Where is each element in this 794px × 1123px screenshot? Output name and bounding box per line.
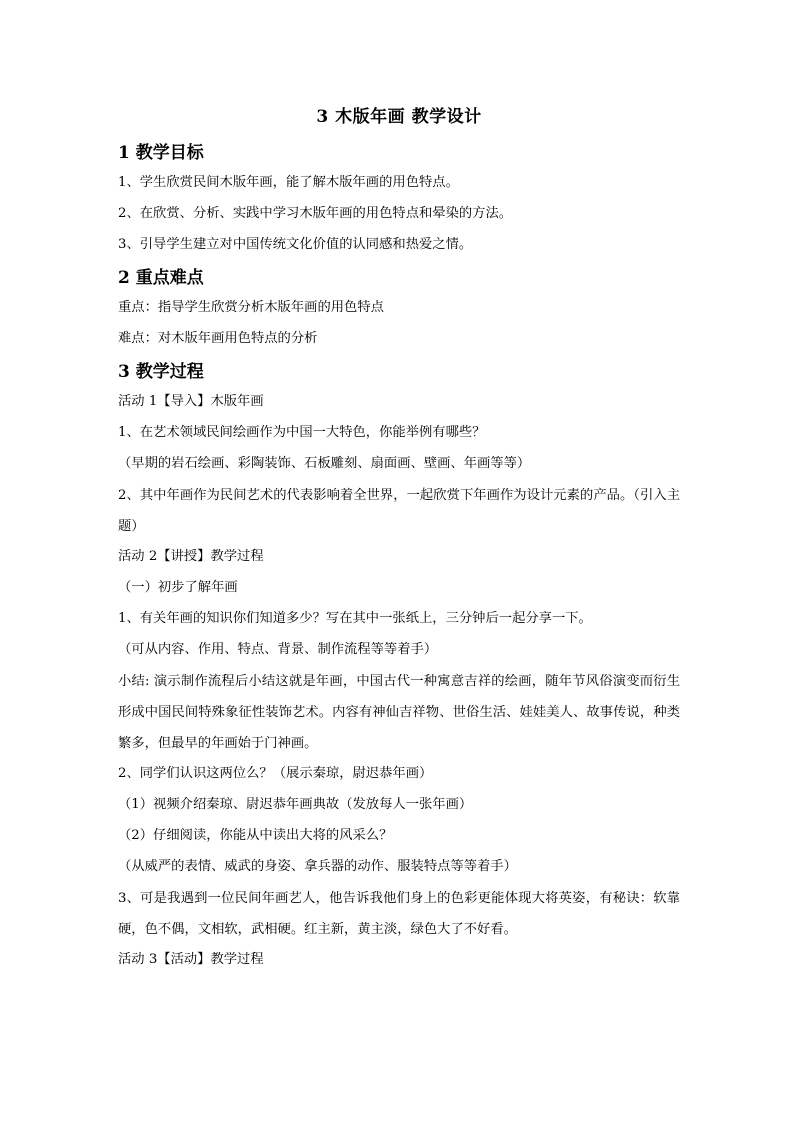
paragraph: （2）仔细阅读，你能从中读出大将的风采么？ [118, 828, 393, 843]
paragraph: 难点：对木版年画用色特点的分析 [118, 331, 318, 346]
paragraph: 3、可是我遇到一位民间年画艺人，他告诉我他们身上的色彩更能体现大将英姿，有秘诀：软靠硬，色不偶，文相软，武相硬。红主新，黄主淡，绿色大了不好看。 [118, 891, 680, 937]
paragraph: （1）视频介绍秦琼、尉迟恭年画典故（发放每人一张年画） [118, 797, 473, 812]
paragraph: 2、同学们认识这两位么？（展示秦琼，尉迟恭年画） [118, 766, 433, 781]
section-heading-process: 3 教学过程 [118, 362, 204, 382]
paragraph: （一）初步了解年画 [118, 580, 238, 595]
paragraph: （可从内容、作用、特点、背景、制作流程等等着手） [118, 642, 438, 657]
paragraph: 2、在欣赏、分析、实践中学习木版年画的用色特点和晕染的方法。 [118, 206, 513, 221]
document-page [118, 104, 680, 980]
document-title: 3 木版年画 教学设计 [316, 107, 482, 127]
paragraph: 1、在艺术领域民间绘画作为中国一大特色，你能举例有哪些？ [118, 425, 486, 440]
paragraph: 1、学生欣赏民间木版年画，能了解木版年画的用色特点。 [118, 175, 459, 190]
paragraph: 3、引导学生建立对中国传统文化价值的认同感和热爱之情。 [118, 237, 473, 252]
paragraph: （早期的岩石绘画、彩陶装饰、石板雕刻、扇面画、壁画、年画等等） [118, 456, 531, 471]
paragraph: 2、其中年画作为民间艺术的代表影响着全世界，一起欣赏下年画作为设计元素的产品。（引入主题） [118, 488, 680, 534]
paragraph: 活动 1【导入】木版年画 [118, 394, 264, 409]
paragraph: 小结: 演示制作流程后小结这就是年画，中国古代一种寓意吉祥的绘画，随年节风俗演变而衍生形成中国民间特殊象征性装饰艺术。内容有神仙吉祥物、世俗生活、娃娃美人、故事传说，种类繁多，但最早的年画始于门神画。 [118, 674, 680, 751]
paragraph: 1、有关年画的知识你们知道多少？写在其中一张纸上，三分钟后一起分享一下。 [118, 611, 592, 626]
paragraph: 重点：指导学生欣赏分析木版年画的用色特点 [118, 300, 384, 315]
paragraph: （从威严的表情、威武的身姿、拿兵器的动作、服装特点等等着手） [118, 859, 517, 874]
section-heading-key-points: 2 重点难点 [118, 268, 204, 288]
paragraph: 活动 3【活动】教学过程 [118, 952, 264, 967]
section-heading-objectives: 1 教学目标 [118, 143, 204, 163]
paragraph: 活动 2【讲授】教学过程 [118, 549, 264, 564]
